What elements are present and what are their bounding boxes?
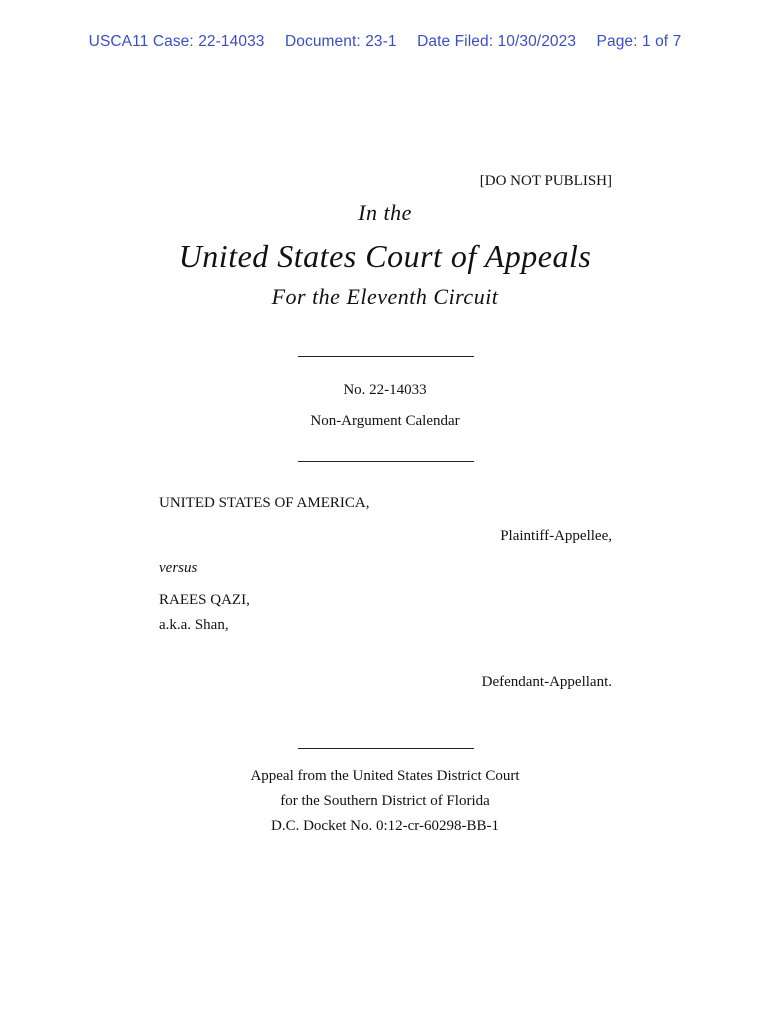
appeal-origin-line1: Appeal from the United States District Court [250, 768, 520, 784]
circuit-name: For the Eleventh Circuit [271, 284, 499, 309]
separator-rule-3 [298, 748, 474, 749]
page-number-stamp: Page: 1 of 7 [596, 33, 682, 50]
filing-header-stamp [0, 33, 770, 51]
court-heading-in-the: In the [358, 200, 412, 225]
plaintiff-role: Plaintiff-Appellee, [500, 528, 612, 544]
defendant-aka: a.k.a. Shan, [159, 617, 229, 633]
publish-notice: [DO NOT PUBLISH] [479, 173, 612, 189]
calendar-type: Non-Argument Calendar [310, 413, 460, 429]
plaintiff-name: UNITED STATES OF AMERICA, [159, 495, 370, 511]
separator-rule-1 [298, 356, 474, 357]
case-number-stamp: USCA11 Case: 22-14033 [88, 33, 265, 50]
defendant-role: Defendant-Appellant. [481, 674, 612, 690]
court-name: United States Court of Appeals [178, 238, 592, 274]
appeal-origin-line2: for the Southern District of Florida [280, 793, 490, 809]
date-filed-stamp: Date Filed: 10/30/2023 [417, 33, 577, 50]
defendant-name: RAEES QAZI, [159, 592, 250, 608]
case-number: No. 22-14033 [343, 382, 427, 398]
separator-rule-2 [298, 461, 474, 462]
document-number-stamp: Document: 23-1 [284, 33, 397, 50]
docket-number: D.C. Docket No. 0:12-cr-60298-BB-1 [271, 818, 499, 834]
versus-label: versus [159, 560, 198, 576]
